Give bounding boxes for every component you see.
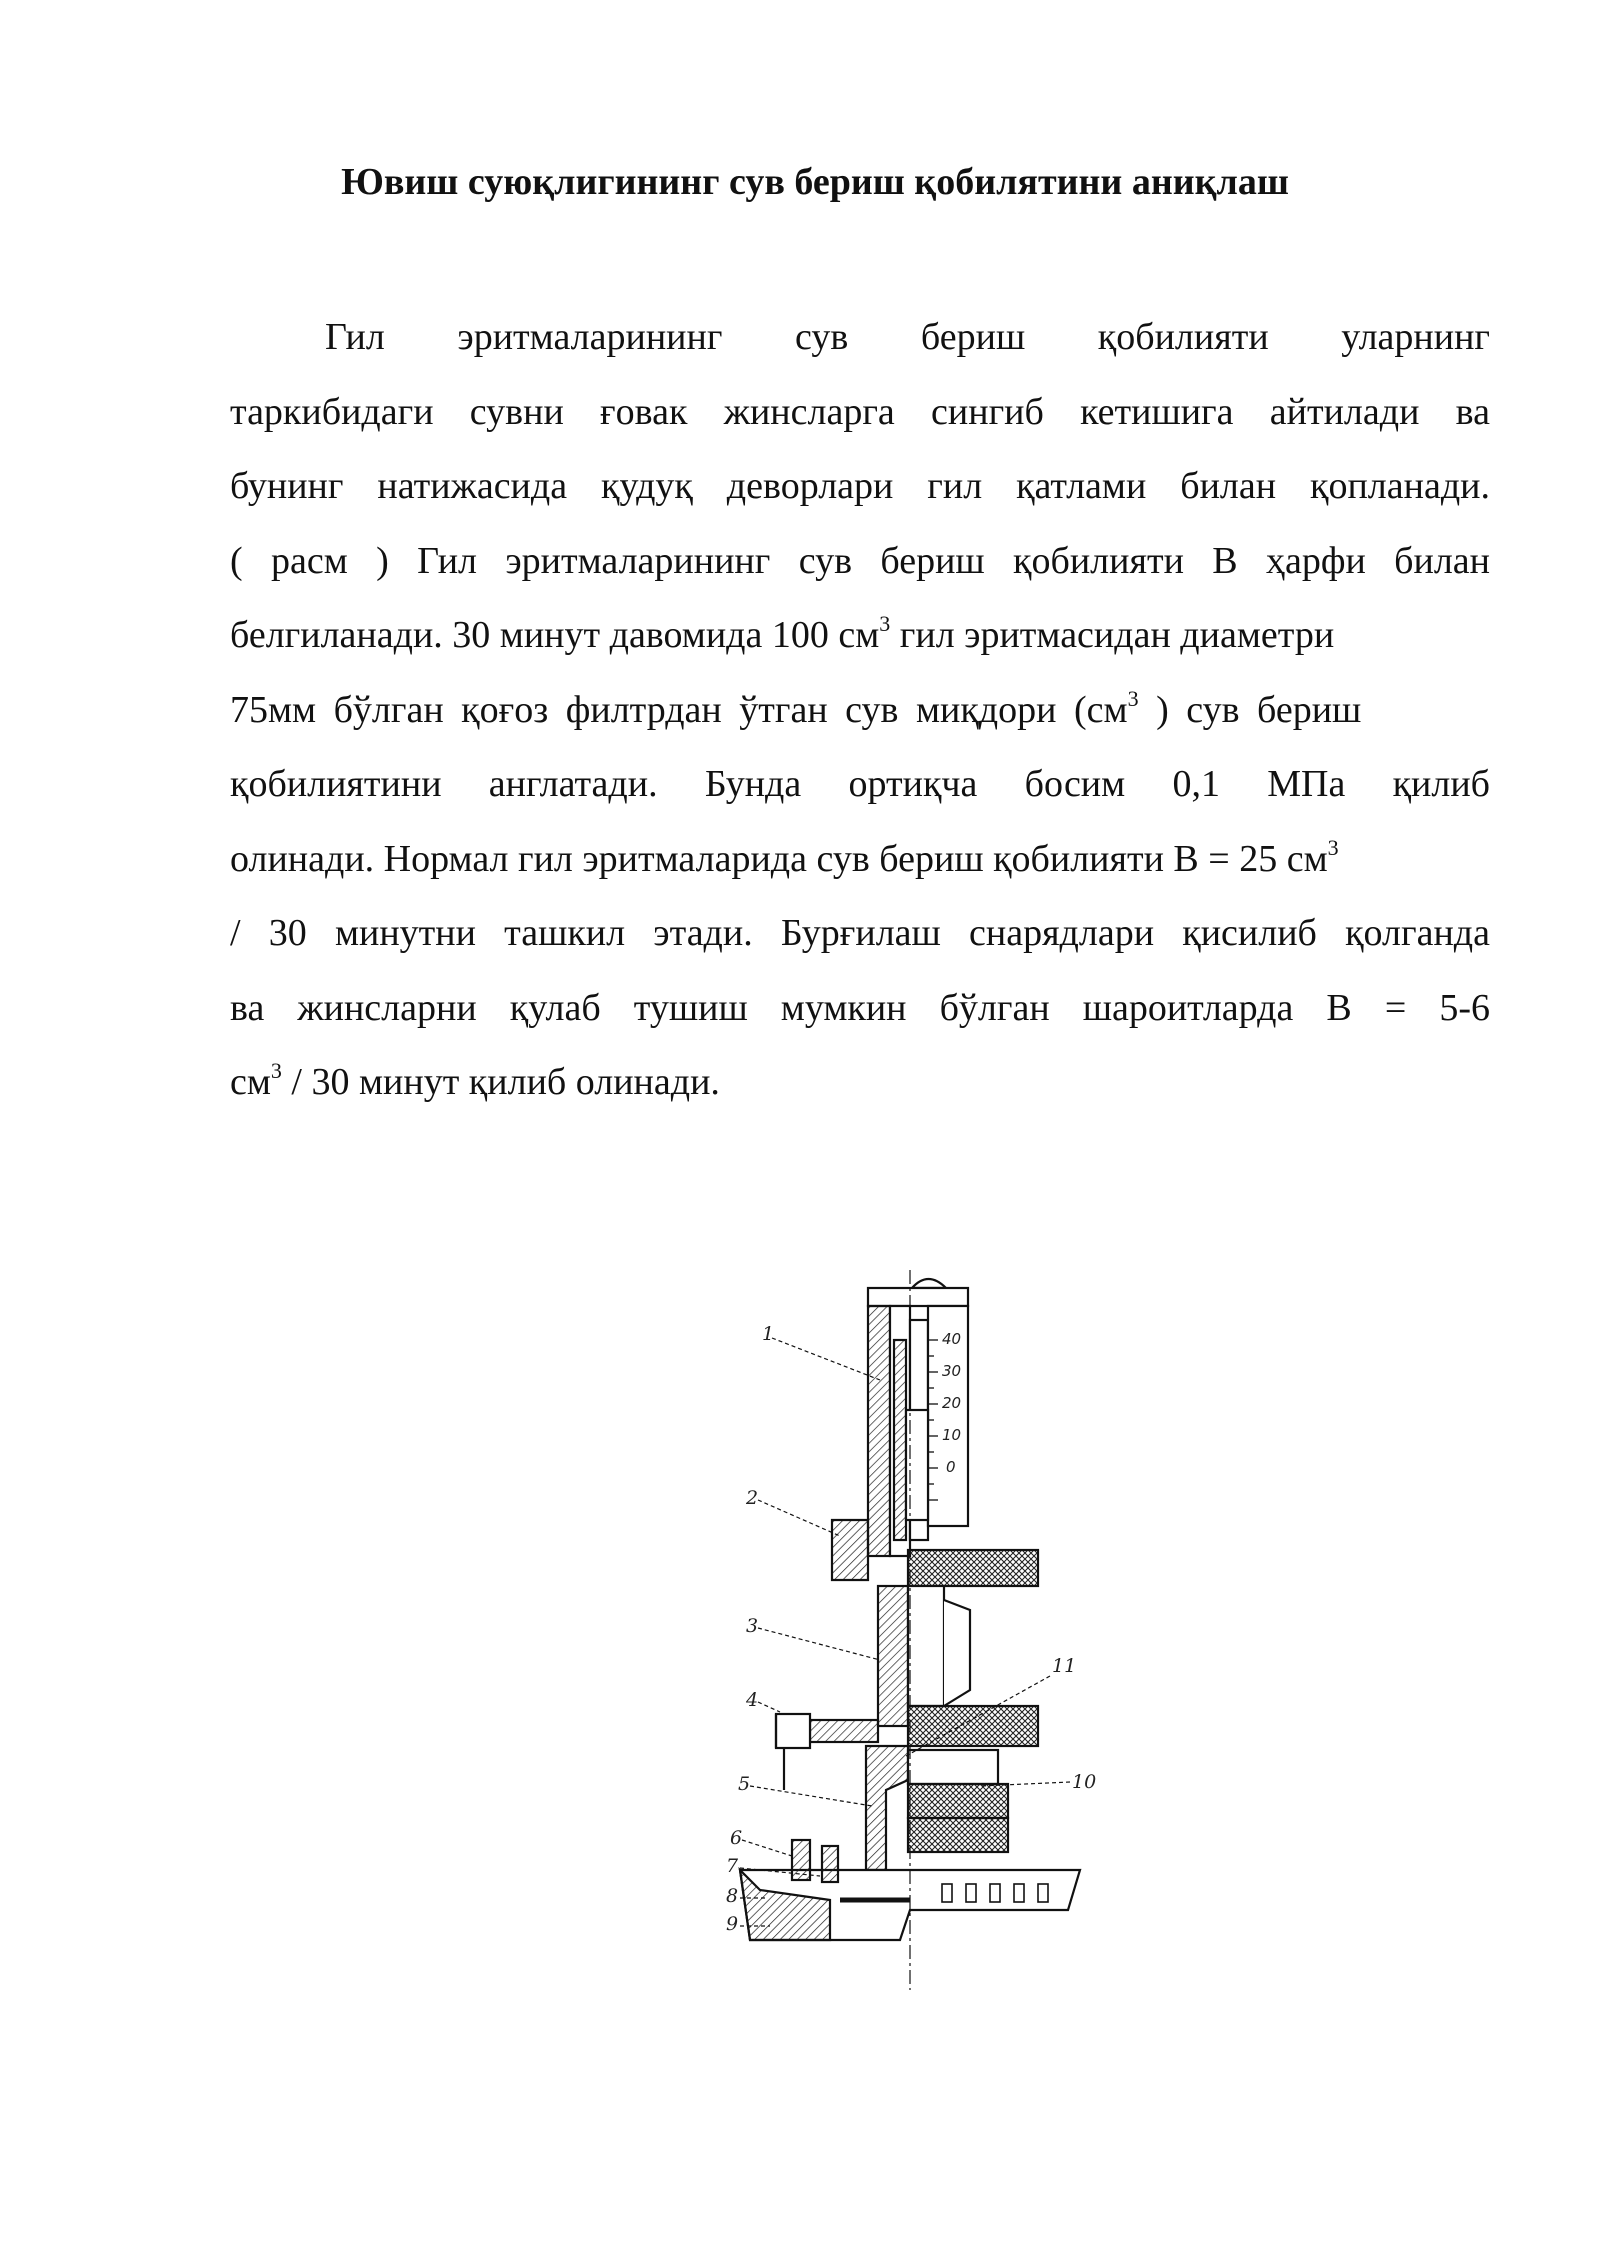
filter-press-figure (680, 1250, 1120, 2010)
part-label: 10 (1072, 1771, 1097, 1793)
superscript: 3 (879, 611, 891, 636)
paragraph-line: бунинг натижасида қудуқ деворлари гил қатлами билан қопланади. (230, 465, 1490, 507)
part-label: 11 (1052, 1655, 1077, 1677)
scale-mark: 0 (946, 1458, 956, 1476)
paragraph-line (230, 1045, 1490, 1120)
part-label: 6 (730, 1827, 743, 1849)
paragraph-line (230, 598, 1490, 673)
scale-mark: 30 (942, 1362, 962, 1380)
paragraph-line: таркибидаги сувни ғовак жинсларга сингиб кетишига айтилади ва (230, 390, 1490, 433)
superscript: 3 (1127, 685, 1139, 711)
paragraph-line: / 30 минутни ташкил этади. Бурғилаш снарядлари қисилиб қолганда (230, 912, 1490, 954)
part-label: 9 (726, 1913, 739, 1935)
paragraph-line: ва жинсларни қулаб тушиш мумкин бўлган шароитларда В = 5-6 (230, 986, 1490, 1029)
part-label: 2 (746, 1487, 759, 1509)
part-label: 1 (762, 1323, 775, 1345)
paragraph-line: қобилиятини англатади. Бунда ортиқча босим 0,1 МПа қилиб (230, 763, 1490, 805)
text-run: / 30 минут қилиб олинади. (281, 1061, 720, 1103)
filter-stack-upper (908, 1784, 1008, 1818)
text-run: гил эритмасидан диаметри (890, 614, 1335, 656)
paragraph-line: Гил эритмаларининг сув бериш қобилияти уларнинг (325, 316, 1490, 358)
superscript: 3 (1327, 834, 1339, 860)
paragraph-line (230, 673, 1490, 748)
top-cap (912, 1279, 946, 1288)
part-label: 7 (726, 1855, 739, 1877)
text-run: олинади. Нормал гил эритмаларида сув бериш қобилияти В = 25 см (230, 837, 1328, 880)
text-run: белгиланади. 30 минут давомида 100 см (230, 614, 880, 656)
filter-stack-lower (908, 1818, 1008, 1852)
body-paragraph (230, 300, 1490, 1120)
document-title: Ювиш суюқлигининг сув бериш қобилятини аниқлаш (341, 161, 1289, 203)
upper-flange (908, 1550, 1038, 1586)
paragraph-line (230, 822, 1490, 897)
scale-mark: 10 (942, 1426, 962, 1444)
text-run: см (230, 1061, 271, 1103)
text-run: ) сув бериш (1138, 688, 1362, 731)
filter-press-drawing (680, 1250, 1120, 2010)
part-label: 3 (746, 1615, 759, 1637)
part-label: 5 (738, 1773, 751, 1795)
text-run: 75мм бўлган қоғоз филтрдан ўтган сув миқдори (см (230, 688, 1128, 731)
part-label: 4 (746, 1689, 759, 1711)
part-label: 8 (726, 1885, 739, 1907)
scale-mark: 20 (942, 1394, 962, 1412)
paragraph-line: ( расм ) Гил эритмаларининг сув бериш қобилияти В ҳарфи билан (230, 539, 1490, 582)
superscript: 3 (270, 1058, 282, 1083)
scale-mark: 40 (942, 1330, 962, 1348)
middle-flange (908, 1706, 1038, 1746)
